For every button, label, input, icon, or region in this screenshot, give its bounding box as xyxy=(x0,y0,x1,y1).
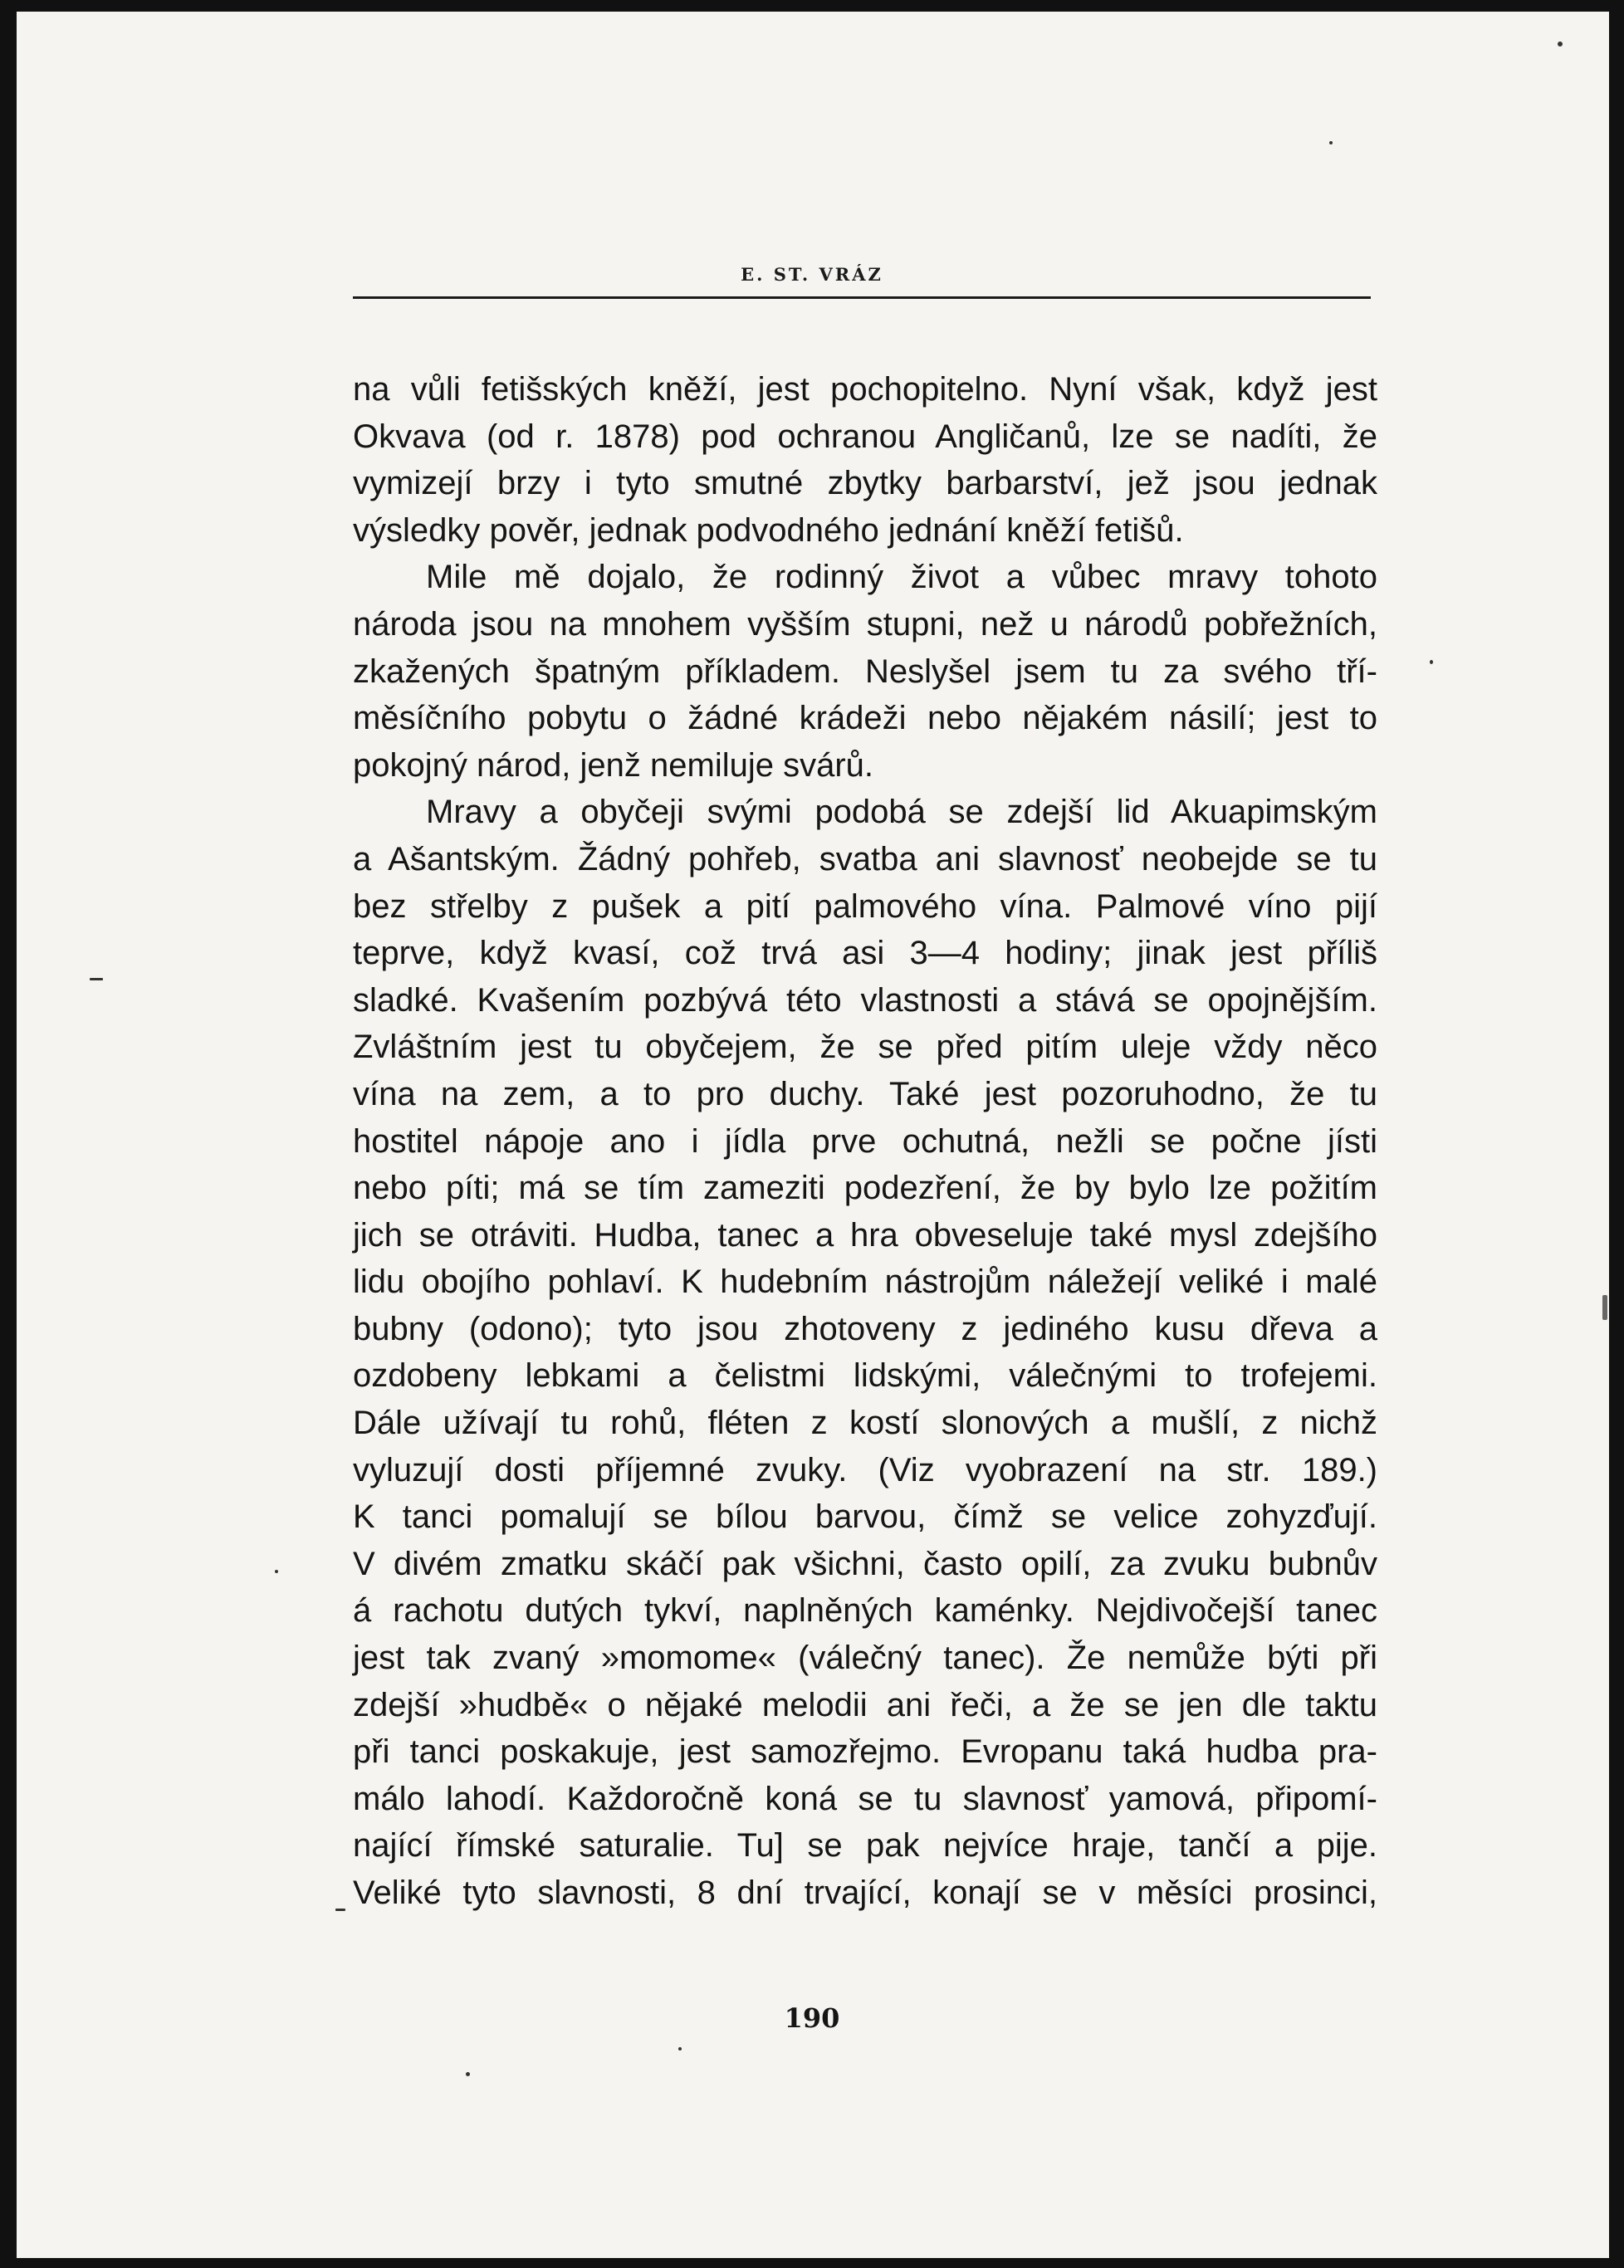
text-line: jest tak zvaný »momome« (válečný tanec). Že nemůže býti při xyxy=(353,1640,1377,1677)
scan-speck xyxy=(1602,1295,1607,1320)
text-line: Dále užívají tu rohů, fléten z kostí slonových a mušlí, z nichž xyxy=(353,1405,1377,1442)
scan-speck xyxy=(275,1570,278,1573)
header-rule xyxy=(353,296,1371,299)
text-line: bez střelby z pušek a pití palmového vína. Palmové víno pijí xyxy=(353,887,1377,925)
text-line: bubny (odono); tyto jsou zhotoveny z jediného kusu dřeva a xyxy=(353,1310,1377,1347)
text-line: nající římské saturalie. Tu] se pak nejvíce hraje, tančí a pije. xyxy=(353,1827,1377,1865)
text-line: vína na zem, a to pro duchy. Také jest pozoruhodno, že tu xyxy=(353,1075,1377,1112)
text-line: zdejší »hudbě« o nějaké melodii ani řeči, a že se jen dle taktu xyxy=(353,1686,1377,1723)
text-line: zkažených špatným příkladem. Neslyšel jsem tu za svého tří- xyxy=(353,653,1377,690)
text-line: národa jsou na mnohem vyšším stupni, než u národů pobřežních, xyxy=(353,605,1377,643)
text-line: při tanci poskakuje, jest samozřejmo. Evropanu taká hudba pra- xyxy=(353,1733,1377,1771)
text-line: hostitel nápoje ano i jídla prve ochutná, nežli se počne jísti xyxy=(353,1122,1377,1160)
text-line: á rachotu dutých tykví, naplněných kaménky. Nejdivočejší tanec xyxy=(353,1592,1377,1630)
text-line: K tanci pomalují se bílou barvou, čímž se velice zohyzďují. xyxy=(353,1498,1377,1536)
text-line: teprve, když kvasí, což trvá asi 3—4 hodiny; jinak jest příliš xyxy=(353,935,1377,972)
page-number: 190 xyxy=(784,2002,840,2034)
scan-speck xyxy=(1329,141,1333,144)
text-line: sladké. Kvašením pozbývá této vlastnosti a stává se opojnějším. xyxy=(353,981,1377,1019)
text-line: nebo píti; má se tím zameziti podezření, že by bylo lze požitím xyxy=(353,1170,1377,1207)
text-line: na vůli fetišských kněží, jest pochopitelno. Nyní však, když jest xyxy=(353,371,1377,408)
scan-speck xyxy=(1430,660,1433,664)
text-line: málo lahodí. Každoročně koná se tu slavnosť yamová, připomí- xyxy=(353,1780,1377,1817)
text-line: výsledky pověr, jednak podvodného jednání kněží fetišů. xyxy=(353,511,1184,549)
text-line: pokojný národ, jenž nemiluje svárů. xyxy=(353,746,874,784)
text-line: Veliké tyto slavnosti, 8 dní trvající, konají se v měsíci prosinci, xyxy=(353,1875,1377,1911)
text-line: Mile mě dojalo, že rodinný život a vůbec mravy tohoto xyxy=(426,559,1377,596)
scan-speck xyxy=(90,978,103,980)
text-line: Okvava (od r. 1878) pod ochranou Angličanů, lze se nadíti, že xyxy=(353,418,1377,455)
body-text xyxy=(353,366,1377,1917)
text-line: měsíčního pobytu o žádné krádeži nebo nějakém násilí; jest to xyxy=(353,700,1377,737)
text-line: lidu obojího pohlaví. K hudebním nástrojům náležejí veliké i malé xyxy=(353,1264,1377,1301)
scan-speck xyxy=(1558,42,1563,46)
text-line: vyluzují dosti příjemné zvuky. (Viz vyobrazení na str. 189.) xyxy=(353,1451,1377,1488)
scan-speck xyxy=(466,2072,470,2076)
text-line: Zvláštním jest tu obyčejem, že se před pitím uleje vždy něco xyxy=(353,1029,1377,1066)
text-line: Mravy a obyčeji svými podobá se zdejší lid Akuapimským xyxy=(426,794,1377,831)
text-line: jich se otráviti. Hudba, tanec a hra obveseluje také mysl zdejšího xyxy=(353,1216,1377,1254)
text-line: a Ašantským. Žádný pohřeb, svatba ani slavnosť neobejde se tu xyxy=(353,840,1377,877)
text-line: ozdobeny lebkami a čelistmi lidskými, válečnými to trofejemi. xyxy=(353,1357,1377,1395)
scan-speck xyxy=(678,2047,682,2050)
text-line: vymizejí brzy i tyto smutné zbytky barbarství, jež jsou jednak xyxy=(353,465,1377,502)
scan-speck xyxy=(335,1909,345,1911)
running-head: E. ST. VRÁZ xyxy=(741,264,883,285)
text-line: V divém zmatku skáčí pak všichni, často opilí, za zvuku bubnův xyxy=(353,1545,1377,1582)
